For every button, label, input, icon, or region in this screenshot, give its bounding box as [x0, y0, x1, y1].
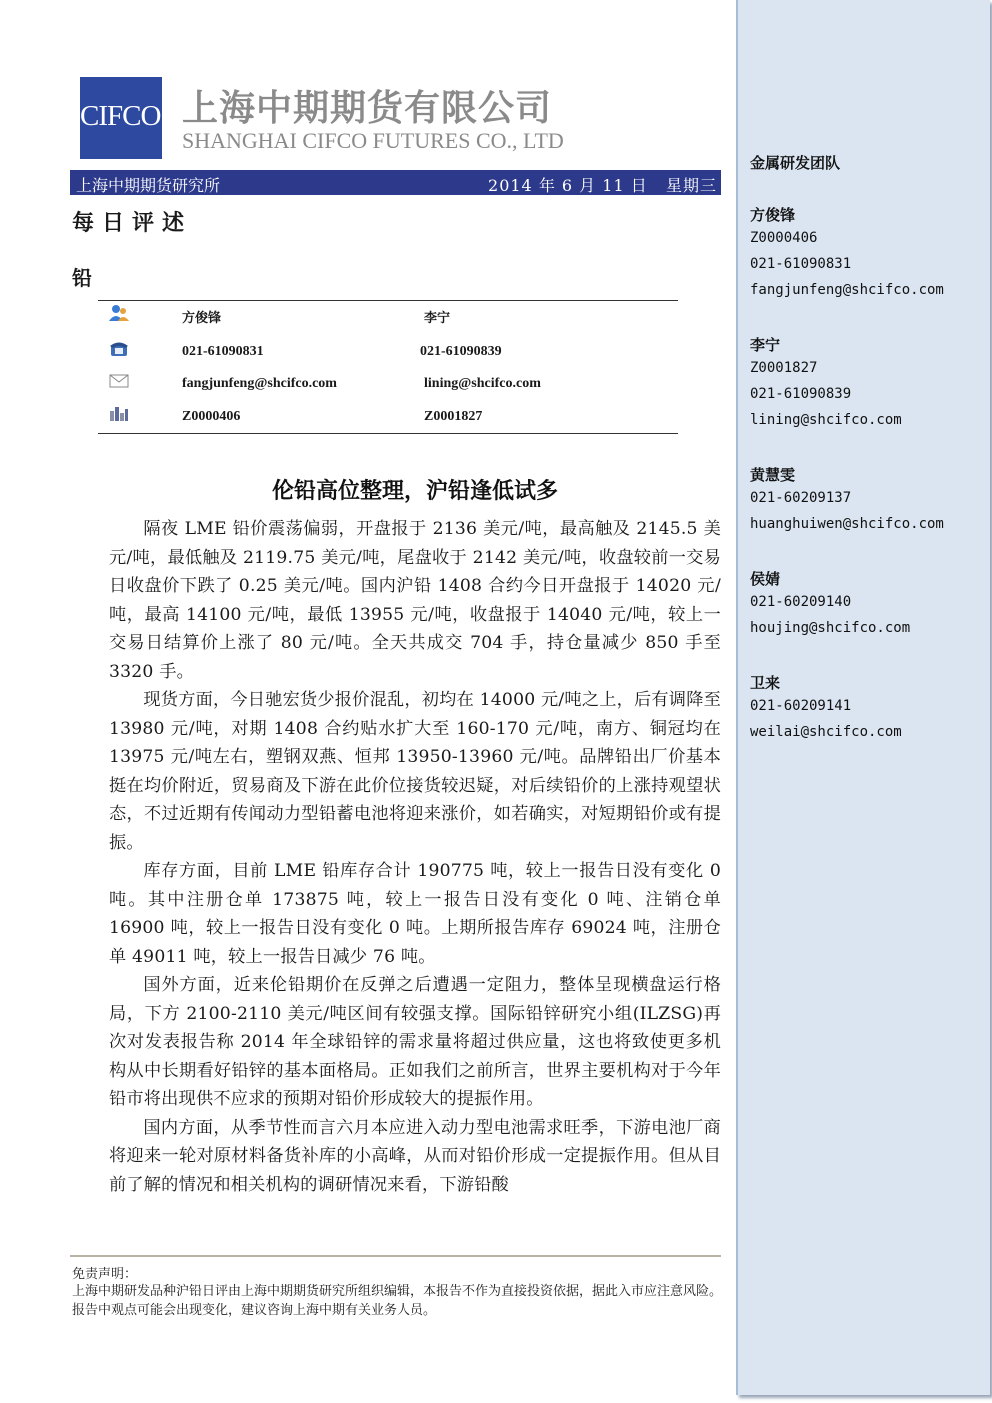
article-body [109, 515, 721, 1199]
table-bottom-rule [98, 433, 678, 434]
article-paragraph: 国内方面，从季节性而言六月本应进入动力型电池需求旺季，下游电池厂商将迎来一轮对原材料备货补库的小高峰，从而对铅价形成一定提振作用。但从目前了解的情况和相关机构的调研情况来看，下游铅酸 [109, 1117, 721, 1195]
article-title: 伦铅高位整理，沪铅逢低试多 [271, 479, 558, 504]
sidebar-member-phone: 021-61090831 [750, 256, 852, 272]
certificate-icon [108, 404, 130, 422]
sidebar [736, 0, 990, 1395]
sidebar-team-title: 金属研发团队 [750, 154, 841, 172]
contact-cert-2: Z0001827 [424, 409, 483, 424]
sidebar-member-email[interactable]: weilai@shcifco.com [750, 724, 902, 740]
sidebar-member-phone: 021-61090839 [750, 386, 852, 402]
sidebar-member-email[interactable]: huanghuiwen@shcifco.com [750, 516, 944, 532]
report-date: 2014 年 6 月 11 日 星期三 [488, 176, 717, 195]
section-title: 每日评述 [72, 211, 193, 236]
sidebar-member-phone: 021-60209141 [750, 698, 852, 714]
contact-cert-1: Z0000406 [182, 409, 241, 424]
sidebar-member-cert: Z0001827 [750, 360, 818, 376]
sidebar-member-cert: Z0000406 [750, 230, 818, 246]
company-name-en: SHANGHAI CIFCO FUTURES CO., LTD [182, 128, 564, 153]
header-bar [70, 170, 721, 195]
mail-icon [108, 372, 130, 390]
article-paragraph: 库存方面，目前 LME 铅库存合计 190775 吨，较上一报告日没有变化 0 吨。其中注册仓单 173875 吨，较上一报告日没有变化 0 吨、注销仓单 16900 吨，较上一报告日没有变化 0 吨。上期所报告库存 69024 吨，注册仓单 49011 吨，较上一报告日减少 76 吨。 [109, 861, 721, 967]
sidebar-member-name: 侯婧 [750, 570, 781, 588]
disclaimer-text: 上海中期研发品种沪铅日评由上海中期期货研究所组织编辑，本报告不作为直接投资依据，据此入市应注意风险。报告中观点可能会出现变化，建议咨询上海中期有关业务人员。 [72, 1284, 723, 1318]
article-paragraph: 国外方面，近来伦铅期价在反弹之后遭遇一定阻力，整体呈现横盘运行格局，下方 2100-2110 美元/吨区间有较强支撑。国际铅锌研究小组(ILZSG)再次对发表报告称 2014 年全球铅锌的需求量将超过供应量，这也将致使更多机构从中长期看好铅锌的基本面格局。正如我们之前所言，世界主要机构对于今年铅市将出现供不应求的预期对铅价形成较大的提振作用。 [109, 975, 721, 1109]
sidebar-member-name: 李宁 [750, 336, 781, 354]
institute-name: 上海中期期货研究所 [76, 176, 221, 195]
sidebar-member-phone: 021-60209140 [750, 594, 852, 610]
contact-phone-1: 021-61090831 [182, 344, 264, 359]
sidebar-member-email[interactable]: lining@shcifco.com [750, 412, 902, 428]
table-top-rule [98, 300, 678, 301]
logo-text: CIFCO [80, 100, 161, 132]
company-name-cn: 上海中期期货有限公司 [182, 88, 553, 129]
footer-rule [70, 1255, 721, 1257]
contact-phone-2: 021-61090839 [420, 344, 502, 359]
sidebar-member-email[interactable]: houjing@shcifco.com [750, 620, 911, 636]
phone-icon [108, 340, 130, 358]
contact-email-2[interactable]: lining@shcifco.com [424, 376, 541, 391]
sidebar-member-name: 方俊锋 [750, 206, 796, 224]
sidebar-member-email[interactable]: fangjunfeng@shcifco.com [750, 282, 944, 298]
contact-email-1[interactable]: fangjunfeng@shcifco.com [182, 376, 337, 391]
sidebar-member-name: 黄慧雯 [750, 466, 796, 484]
sidebar-member-phone: 021-60209137 [750, 490, 852, 506]
article-paragraph: 隔夜 LME 铅价震荡偏弱，开盘报于 2136 美元/吨，最高触及 2145.5 美元/吨，最低触及 2119.75 美元/吨，尾盘收于 2142 美元/吨，收盘较前一交易日收盘价下跌了 0.25 美元/吨。国内沪铅 1408 合约今日开盘报于 14020 元/吨，最高 14100 元/吨，最低 13955 元/吨，收盘报于 14040 元/吨，较上一交易日结算价上涨了 80 元/吨。全天共成交 704 手，持仓量减少 850 手至 3320 手。 [109, 519, 721, 682]
sidebar-member-name: 卫来 [750, 674, 781, 692]
article-paragraph: 现货方面，今日驰宏货少报价混乱，初均在 14000 元/吨之上，后有调降至 13980 元/吨，对期 1408 合约贴水扩大至 160-170 元/吨，南方、铜冠均在 13975 元/吨左右，塑钢双燕、恒邦 13950-13960 元/吨。品牌铅出厂价基本挺在均价附近，贸易商及下游在此价位接货较迟疑，对后续铅价的上涨持观望状态，不过近期有传闻动力型铅蓄电池将迎来涨价，如若确实，对短期铅价或有提振。 [109, 690, 721, 853]
contact-name-1: 方俊锋 [182, 311, 222, 326]
people-icon [108, 304, 130, 322]
commodity-title: 铅 [72, 266, 92, 290]
contact-name-2: 李宁 [424, 311, 451, 326]
disclaimer-label: 免责声明： [72, 1267, 138, 1282]
